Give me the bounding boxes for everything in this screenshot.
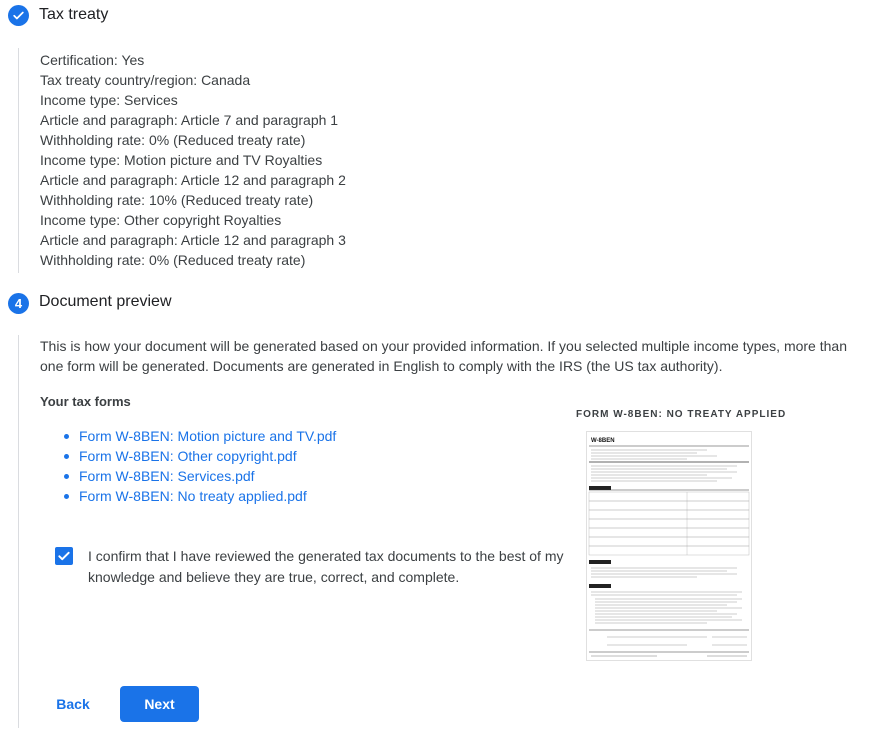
summary-line: Withholding rate: 0% (Reduced treaty rate) [40, 132, 306, 148]
bullet-icon [64, 474, 69, 479]
description-line: one form will be generated. Documents are generated in English to comply with the IRS (the US tax authority). [40, 358, 723, 374]
confirm-checkbox[interactable] [55, 547, 73, 565]
form-link-label[interactable]: Form W-8BEN: Services.pdf [79, 468, 255, 484]
confirm-label[interactable]: I confirm that I have reviewed the generated tax documents to the best of my knowledge and believe they are true, correct, and complete. [88, 548, 564, 585]
back-button[interactable]: Back [56, 696, 90, 712]
form-link-no-treaty[interactable] [64, 486, 307, 506]
step-title-document-preview: Document preview [39, 293, 172, 310]
summary-line: Withholding rate: 10% (Reduced treaty rate) [40, 192, 314, 208]
summary-line: Certification: Yes [40, 52, 145, 68]
summary-line: Income type: Motion picture and TV Royalties [40, 152, 323, 168]
form-link-other-copyright[interactable] [64, 446, 297, 466]
bullet-icon [64, 494, 69, 499]
step-complete-check-icon [8, 5, 29, 26]
step-rail [18, 335, 19, 728]
form-preview-image [587, 432, 751, 660]
form-link-label[interactable]: Form W-8BEN: No treaty applied.pdf [79, 488, 307, 504]
summary-line: Income type: Other copyright Royalties [40, 212, 282, 228]
step-title-tax-treaty: Tax treaty [39, 6, 109, 23]
summary-line: Withholding rate: 0% (Reduced treaty rate) [40, 252, 306, 268]
form-link-services[interactable] [64, 466, 255, 486]
form-link-label[interactable]: Form W-8BEN: Other copyright.pdf [79, 448, 297, 464]
summary-line: Article and paragraph: Article 12 and paragraph 3 [40, 232, 346, 248]
form-link-motion-picture[interactable] [64, 426, 336, 446]
bullet-icon [64, 454, 69, 459]
summary-line: Income type: Services [40, 92, 178, 108]
step-rail [18, 48, 19, 273]
preview-label: FORM W-8BEN: NO TREATY APPLIED [576, 409, 787, 420]
summary-line: Tax treaty country/region: Canada [40, 72, 251, 88]
tax-forms-heading: Your tax forms [40, 394, 131, 409]
form-preview-thumbnail [586, 431, 752, 661]
checkmark-icon [57, 549, 71, 563]
description-line: This is how your document will be generated based on your provided information. If you selected multiple income types, more than [40, 338, 847, 354]
summary-line: Article and paragraph: Article 12 and paragraph 2 [40, 172, 346, 188]
summary-line: Article and paragraph: Article 7 and paragraph 1 [40, 112, 339, 128]
next-button[interactable]: Next [120, 686, 199, 722]
form-link-label[interactable]: Form W-8BEN: Motion picture and TV.pdf [79, 428, 337, 444]
preview-form-number: W-8BEN [591, 438, 615, 444]
bullet-icon [64, 434, 69, 439]
step-number-badge: 4 [8, 293, 29, 314]
